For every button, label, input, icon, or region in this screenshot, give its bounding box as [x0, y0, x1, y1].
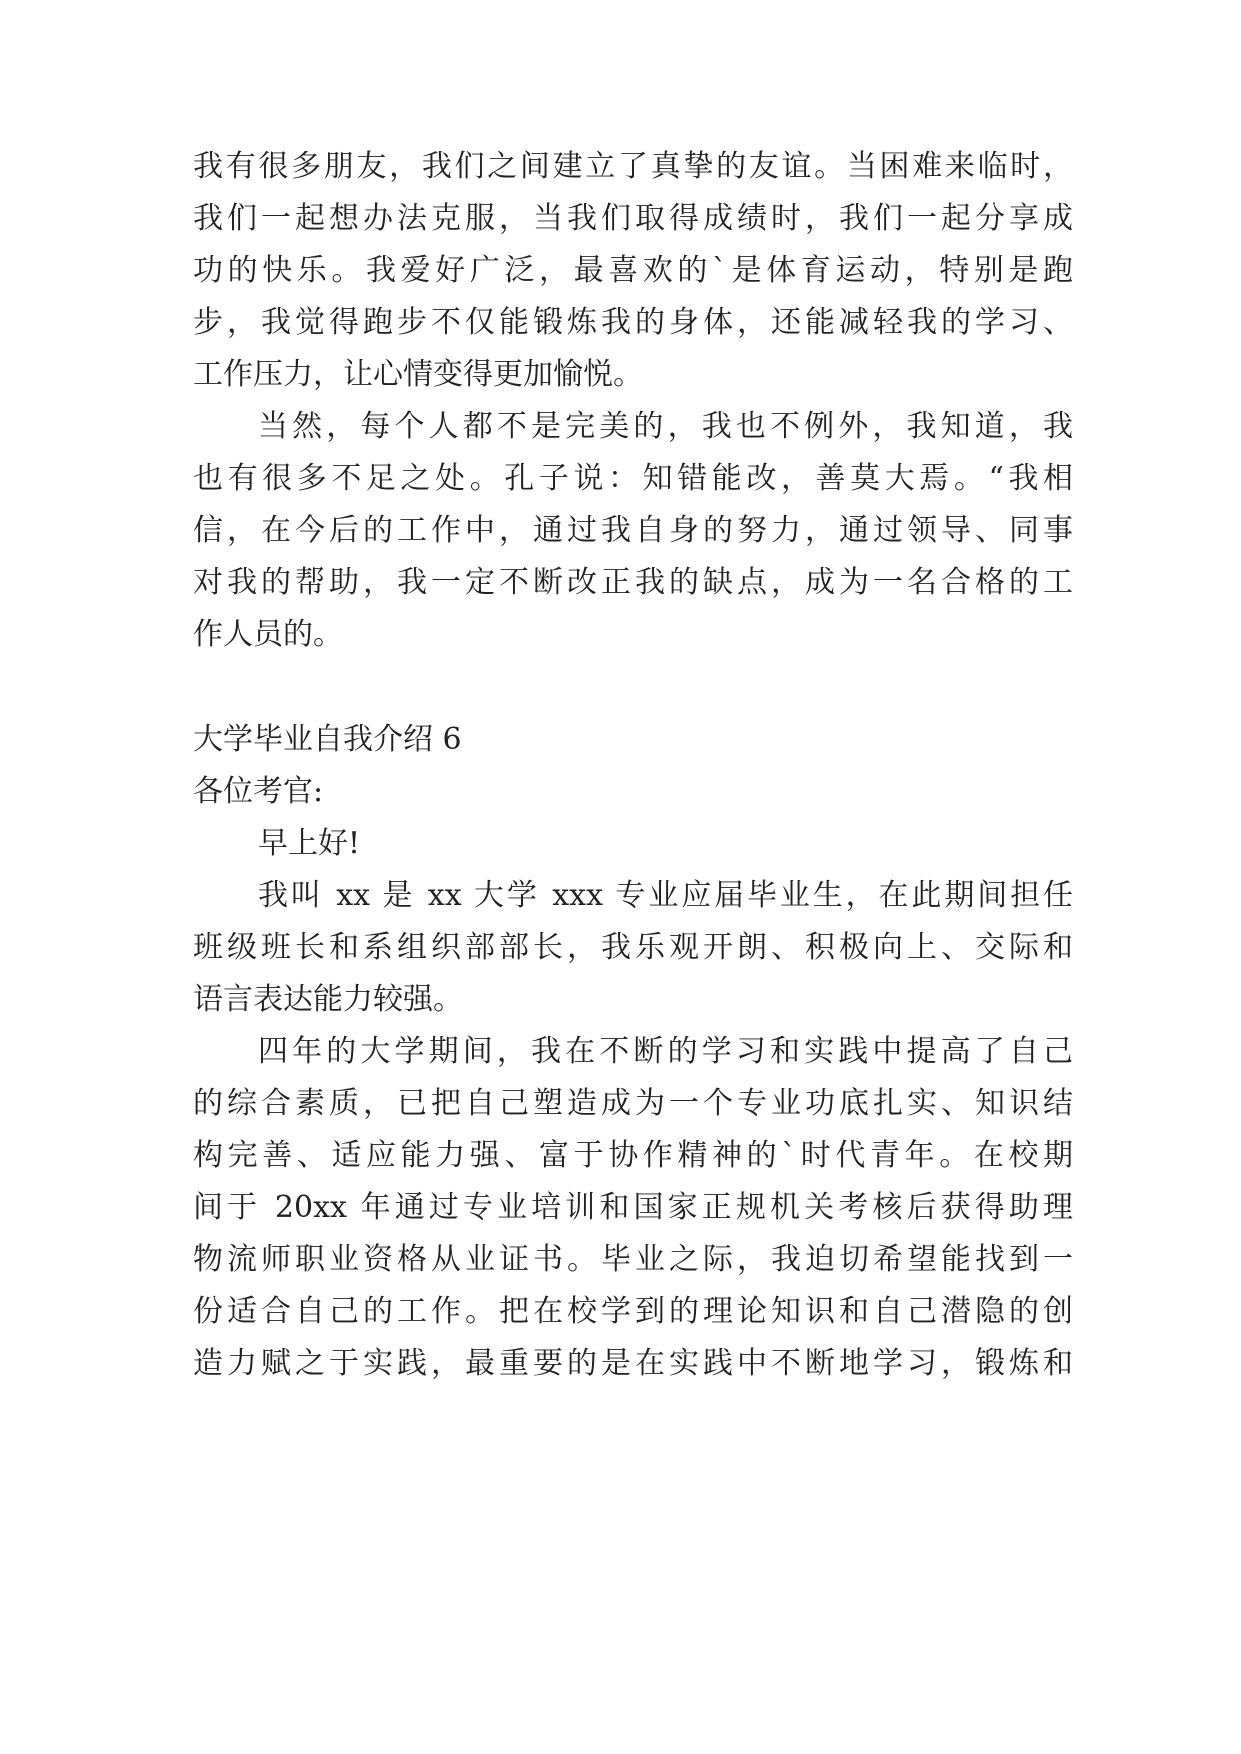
- paragraph-2-line-2: 也有很多不足之处。孔子说：知错能改，善莫大焉。“我相: [193, 461, 1073, 496]
- paragraph-2-line-5: 作人员的。: [193, 617, 343, 652]
- paragraph-4-line-3: 构完善、适应能力强、富于协作精神的`时代青年。在校期: [193, 1138, 1073, 1173]
- section-title: 大学毕业自我介绍 6: [193, 722, 462, 757]
- paragraph-1-line-2: 我们一起想办法克服，当我们取得成绩时，我们一起分享成: [193, 201, 1073, 236]
- paragraph-4-line-7: 造力赋之于实践，最重要的是在实践中不断地学习，锻炼和: [193, 1346, 1073, 1381]
- paragraph-3-line-1: 我叫 xx 是 xx 大学 xxx 专业应届毕业生，在此期间担任: [258, 878, 1073, 913]
- paragraph-3-line-2: 班级班长和系组织部部长，我乐观开朗、积极向上、交际和: [193, 930, 1073, 965]
- paragraph-4-line-4: 间于 20xx 年通过专业培训和国家正规机关考核后获得助理: [193, 1190, 1073, 1225]
- greeting: 早上好!: [258, 826, 361, 861]
- paragraph-1-line-1: 我有很多朋友，我们之间建立了真挚的友谊。当困难来临时，: [193, 149, 1073, 184]
- paragraph-1-line-4: 步，我觉得跑步不仅能锻炼我的身体，还能减轻我的学习、: [193, 305, 1073, 340]
- paragraph-2-line-1: 当然，每个人都不是完美的，我也不例外，我知道，我: [258, 409, 1073, 444]
- paragraph-2-line-4: 对我的帮助，我一定不断改正我的缺点，成为一名合格的工: [193, 565, 1073, 600]
- paragraph-2-line-3: 信，在今后的工作中，通过我自身的努力，通过领导、同事: [193, 513, 1073, 548]
- paragraph-1-line-5: 工作压力，让心情变得更加愉悦。: [193, 357, 643, 392]
- paragraph-1-line-3: 功的快乐。我爱好广泛，最喜欢的`是体育运动，特别是跑: [193, 253, 1073, 288]
- paragraph-4-line-2: 的综合素质，已把自己塑造成为一个专业功底扎实、知识结: [193, 1086, 1073, 1121]
- paragraph-3-line-3: 语言表达能力较强。: [193, 982, 463, 1017]
- salutation: 各位考官:: [193, 774, 324, 809]
- paragraph-4-line-1: 四年的大学期间，我在不断的学习和实践中提高了自己: [258, 1034, 1073, 1069]
- paragraph-4-line-5: 物流师职业资格从业证书。毕业之际，我迫切希望能找到一: [193, 1242, 1073, 1277]
- paragraph-4-line-6: 份适合自己的工作。把在校学到的理论知识和自己潜隐的创: [193, 1294, 1073, 1329]
